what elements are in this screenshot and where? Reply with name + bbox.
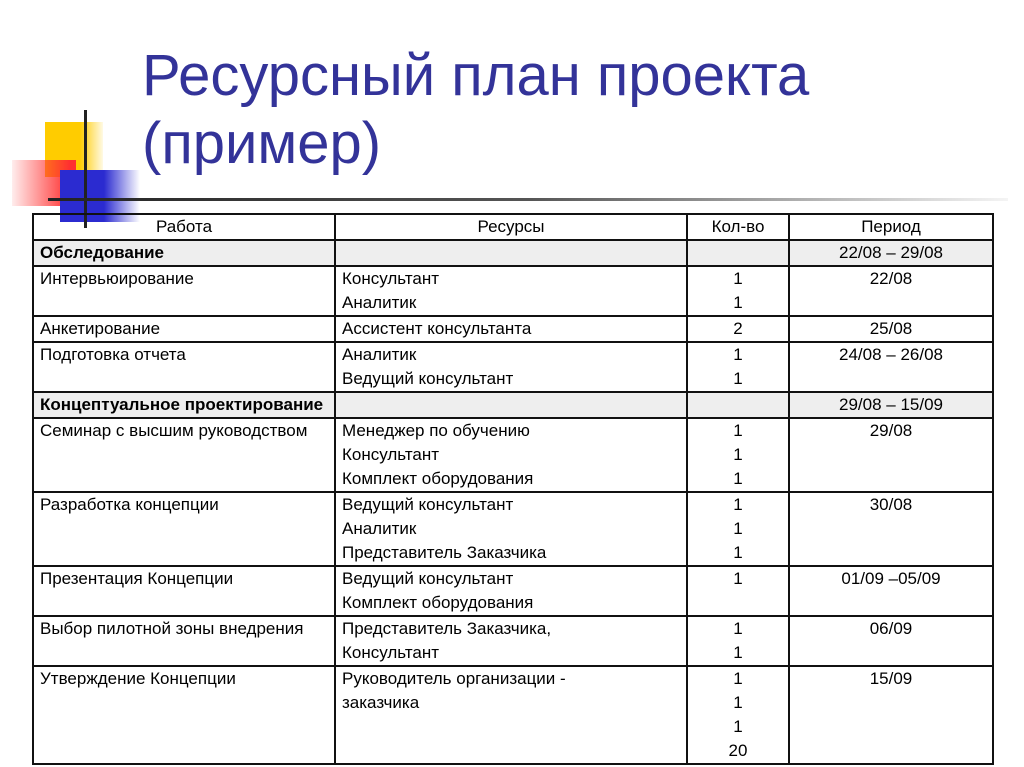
resources-cell bbox=[335, 616, 687, 666]
period-text: 22/08 bbox=[869, 269, 913, 288]
work-cell bbox=[33, 240, 335, 266]
period-cell bbox=[789, 266, 993, 316]
work-text: Интервьюирование bbox=[40, 269, 194, 288]
period-cell bbox=[789, 616, 993, 666]
resource-item: Консультант bbox=[342, 445, 440, 464]
resource-item: Аналитик bbox=[342, 345, 417, 364]
qty-cell bbox=[687, 266, 789, 316]
work-cell bbox=[33, 266, 335, 316]
work-text: Семинар с высшим руководством bbox=[40, 421, 308, 440]
resource-item: Руководитель организации - bbox=[342, 669, 566, 688]
resources-cell bbox=[335, 240, 687, 266]
table-section-row bbox=[33, 240, 993, 266]
period-text: 25/08 bbox=[869, 319, 913, 338]
resources-cell bbox=[335, 666, 687, 764]
period-text: 30/08 bbox=[869, 495, 913, 514]
table-row bbox=[33, 616, 993, 666]
resource-item: Представитель Заказчика, bbox=[342, 619, 552, 638]
qty-item: 1 bbox=[733, 369, 743, 388]
logo-vertical-line bbox=[84, 110, 87, 228]
qty-item: 1 bbox=[733, 495, 743, 514]
work-text: Утверждение Концепции bbox=[40, 669, 236, 688]
table-header-row bbox=[33, 214, 993, 240]
resource-item: Аналитик bbox=[342, 519, 417, 538]
qty-item: 1 bbox=[733, 643, 743, 662]
qty-cell bbox=[687, 566, 789, 616]
slide-title: Ресурсный план проекта (пример) bbox=[142, 43, 810, 176]
header-period: Период bbox=[789, 214, 993, 240]
resources-cell bbox=[335, 266, 687, 316]
resource-item: заказчика bbox=[342, 693, 420, 712]
qty-cell bbox=[687, 492, 789, 566]
title-underline bbox=[48, 198, 1008, 201]
period-text: 22/08 – 29/08 bbox=[839, 243, 943, 262]
resources-cell bbox=[335, 342, 687, 392]
work-cell bbox=[33, 342, 335, 392]
table-row bbox=[33, 492, 993, 566]
resource-item: Представитель Заказчика bbox=[342, 543, 547, 562]
work-text: Концептуальное проектирование bbox=[40, 395, 324, 414]
qty-cell bbox=[687, 316, 789, 342]
period-cell bbox=[789, 342, 993, 392]
resource-item: Аналитик bbox=[342, 293, 417, 312]
qty-item: 1 bbox=[733, 717, 743, 736]
table-row bbox=[33, 418, 993, 492]
qty-cell bbox=[687, 666, 789, 764]
period-cell bbox=[789, 316, 993, 342]
period-text: 01/09 –05/09 bbox=[841, 569, 941, 588]
qty-cell bbox=[687, 392, 789, 418]
table-row bbox=[33, 316, 993, 342]
work-cell bbox=[33, 492, 335, 566]
qty-cell bbox=[687, 240, 789, 266]
period-cell bbox=[789, 566, 993, 616]
resource-item: Менеджер по обучению bbox=[342, 421, 530, 440]
resource-item: Ведущий консультант bbox=[342, 569, 514, 588]
qty-cell bbox=[687, 616, 789, 666]
table-section-row bbox=[33, 392, 993, 418]
table-row bbox=[33, 266, 993, 316]
period-text: 15/09 bbox=[869, 669, 913, 688]
qty-item: 1 bbox=[733, 445, 743, 464]
period-cell bbox=[789, 392, 993, 418]
table-row bbox=[33, 342, 993, 392]
resources-cell bbox=[335, 492, 687, 566]
resources-cell bbox=[335, 566, 687, 616]
resource-item: Ведущий консультант bbox=[342, 495, 514, 514]
resource-item: Комплект оборудования bbox=[342, 593, 534, 612]
period-cell bbox=[789, 492, 993, 566]
header-resources: Ресурсы bbox=[335, 214, 687, 240]
work-cell bbox=[33, 418, 335, 492]
table-row bbox=[33, 566, 993, 616]
resource-plan-table bbox=[32, 213, 994, 765]
period-cell bbox=[789, 418, 993, 492]
qty-item: 1 bbox=[733, 619, 743, 638]
period-text: 29/08 – 15/09 bbox=[839, 395, 943, 414]
qty-item: 1 bbox=[733, 669, 743, 688]
qty-cell bbox=[687, 342, 789, 392]
qty-item: 1 bbox=[733, 293, 743, 312]
qty-item: 2 bbox=[733, 319, 743, 338]
work-text: Презентация Концепции bbox=[40, 569, 234, 588]
resource-item: Консультант bbox=[342, 269, 440, 288]
period-cell bbox=[789, 666, 993, 764]
table-row bbox=[33, 666, 993, 764]
period-text: 24/08 – 26/08 bbox=[839, 345, 943, 364]
period-text: 06/09 bbox=[869, 619, 913, 638]
work-text: Подготовка отчета bbox=[40, 345, 186, 364]
resource-item: Комплект оборудования bbox=[342, 469, 534, 488]
qty-item: 1 bbox=[733, 269, 743, 288]
resources-cell bbox=[335, 418, 687, 492]
resource-item: Ведущий консультант bbox=[342, 369, 514, 388]
header-work: Работа bbox=[33, 214, 335, 240]
qty-item: 1 bbox=[733, 693, 743, 712]
qty-cell bbox=[687, 418, 789, 492]
period-text: 29/08 bbox=[869, 421, 913, 440]
work-cell bbox=[33, 316, 335, 342]
qty-item: 1 bbox=[733, 519, 743, 538]
resources-cell bbox=[335, 316, 687, 342]
work-text: Анкетирование bbox=[40, 319, 161, 338]
work-text: Разработка концепции bbox=[40, 495, 219, 514]
period-cell bbox=[789, 240, 993, 266]
header-qty: Кол-во bbox=[687, 214, 789, 240]
work-cell bbox=[33, 566, 335, 616]
qty-item: 1 bbox=[733, 569, 743, 588]
work-cell bbox=[33, 666, 335, 764]
work-text: Выбор пилотной зоны внедрения bbox=[40, 619, 304, 638]
qty-item: 1 bbox=[733, 469, 743, 488]
resources-cell bbox=[335, 392, 687, 418]
resource-item: Консультант bbox=[342, 643, 440, 662]
qty-item: 1 bbox=[733, 345, 743, 364]
work-cell bbox=[33, 616, 335, 666]
qty-item: 1 bbox=[733, 421, 743, 440]
qty-item: 1 bbox=[733, 543, 743, 562]
resource-item: Ассистент консультанта bbox=[342, 319, 532, 338]
work-text: Обследование bbox=[40, 243, 165, 262]
work-cell bbox=[33, 392, 335, 418]
qty-item: 20 bbox=[728, 741, 748, 760]
